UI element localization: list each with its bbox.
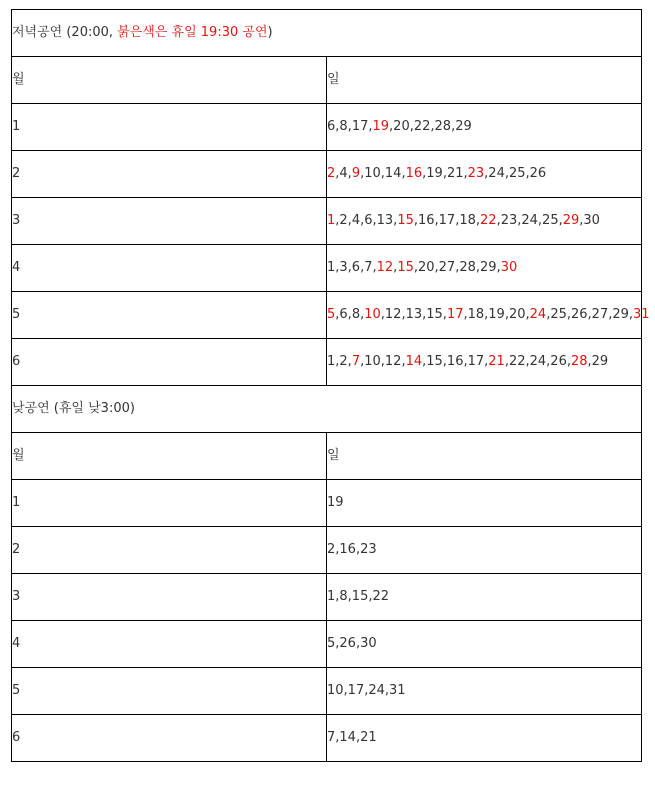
month-cell: 3 [12,574,327,621]
evening-title-cell [12,10,642,57]
days-cell: 10,17,24,31 [327,668,642,715]
holiday-date: 17 [446,307,464,322]
date-text: ,6,8, [335,307,365,322]
month-cell: 5 [12,292,327,339]
evening-title-suffix: ) [267,25,273,40]
holiday-date: 21 [488,354,505,369]
month-cell: 1 [12,104,327,151]
matinee-row [12,668,642,715]
holiday-date: 16 [405,166,423,181]
evening-row [12,292,642,339]
date-text: ,20,27,28,29, [413,260,501,275]
matinee-row [12,527,642,574]
evening-row [12,104,642,151]
evening-row [12,198,642,245]
date-text: ,18,19,20, [463,307,530,322]
month-cell: 2 [12,151,327,198]
matinee-row [12,480,642,527]
evening-header-row [12,57,642,104]
days-header: 일 [327,433,642,480]
days-cell [327,292,650,339]
days-cell [327,198,642,245]
holiday-date: 19 [372,119,390,134]
matinee-rows [12,480,642,762]
holiday-date: 15 [397,213,414,228]
date-text: 1,3,6,7, [327,260,377,275]
evening-title-row [12,10,642,57]
date-text: ,10,14, [360,166,406,181]
holiday-date: 23 [467,166,485,181]
date-text: ,23,24,25, [496,213,563,228]
days-cell: 1,8,15,22 [327,574,642,621]
days-cell [327,245,642,292]
days-cell [327,151,642,198]
date-text: ,22,24,26, [504,354,571,369]
days-cell [327,339,642,386]
holiday-date: 7 [351,354,361,369]
month-cell: 1 [12,480,327,527]
month-header: 월 [12,433,327,480]
month-cell: 5 [12,668,327,715]
month-cell: 6 [12,715,327,762]
date-text: ,29 [587,354,609,369]
date-text: 6 [327,119,336,134]
date-text: ,4, [335,166,352,181]
holiday-date: 22 [480,213,497,228]
date-text: ,24,25,26 [484,166,547,181]
matinee-title-cell: 낮공연 (휴일 낮3:00) [12,386,642,433]
matinee-title-row [12,386,642,433]
holiday-date: 9 [351,166,361,181]
holiday-date: 28 [570,354,588,369]
matinee-row [12,715,642,762]
days-cell: 5,26,30 [327,621,642,668]
holiday-date: 12 [376,260,394,275]
month-cell: 2 [12,527,327,574]
evening-row [12,245,642,292]
holiday-date: 31 [633,307,650,322]
evening-title-highlight: 붉은색은 휴일 19:30 공연 [117,25,268,40]
holiday-date: 10 [364,307,381,322]
matinee-row [12,621,642,668]
date-text: ,16,17,18, [413,213,481,228]
holiday-date: 14 [405,354,423,369]
days-cell: 2,16,23 [327,527,642,574]
date-text: ,25,26,27,29, [546,307,634,322]
date-text: 1,2, [327,354,352,369]
date-text: ,8,17, [335,119,373,134]
days-cell: 19 [327,480,642,527]
evening-row [12,151,642,198]
performance-schedule-table [11,9,650,762]
days-cell: 7,14,21 [327,715,642,762]
month-header: 월 [12,57,327,104]
holiday-date: 29 [562,213,580,228]
evening-title-prefix: 저녁공연 (20:00, [12,25,118,40]
evening-row [12,339,642,386]
holiday-date: 5 [327,307,336,322]
date-text: ,30 [579,213,600,228]
month-cell: 6 [12,339,327,386]
holiday-date: 15 [397,260,414,275]
holiday-date: 1 [327,213,336,228]
holiday-date: 30 [500,260,518,275]
date-text: ,10,12, [360,354,406,369]
evening-rows [12,104,650,386]
matinee-row [12,574,642,621]
matinee-header-row [12,433,642,480]
holiday-date: 24 [529,307,547,322]
month-cell: 4 [12,621,327,668]
date-text: ,12,13,15, [380,307,447,322]
date-text: ,20,22,28,29 [389,119,472,134]
holiday-date: 2 [327,166,336,181]
month-cell: 4 [12,245,327,292]
date-text: ,2,4,6,13, [335,213,398,228]
days-header: 일 [327,57,642,104]
month-cell: 3 [12,198,327,245]
date-text: ,15,16,17, [422,354,489,369]
date-text: , [393,260,398,275]
days-cell [327,104,642,151]
date-text: ,19,21, [422,166,468,181]
